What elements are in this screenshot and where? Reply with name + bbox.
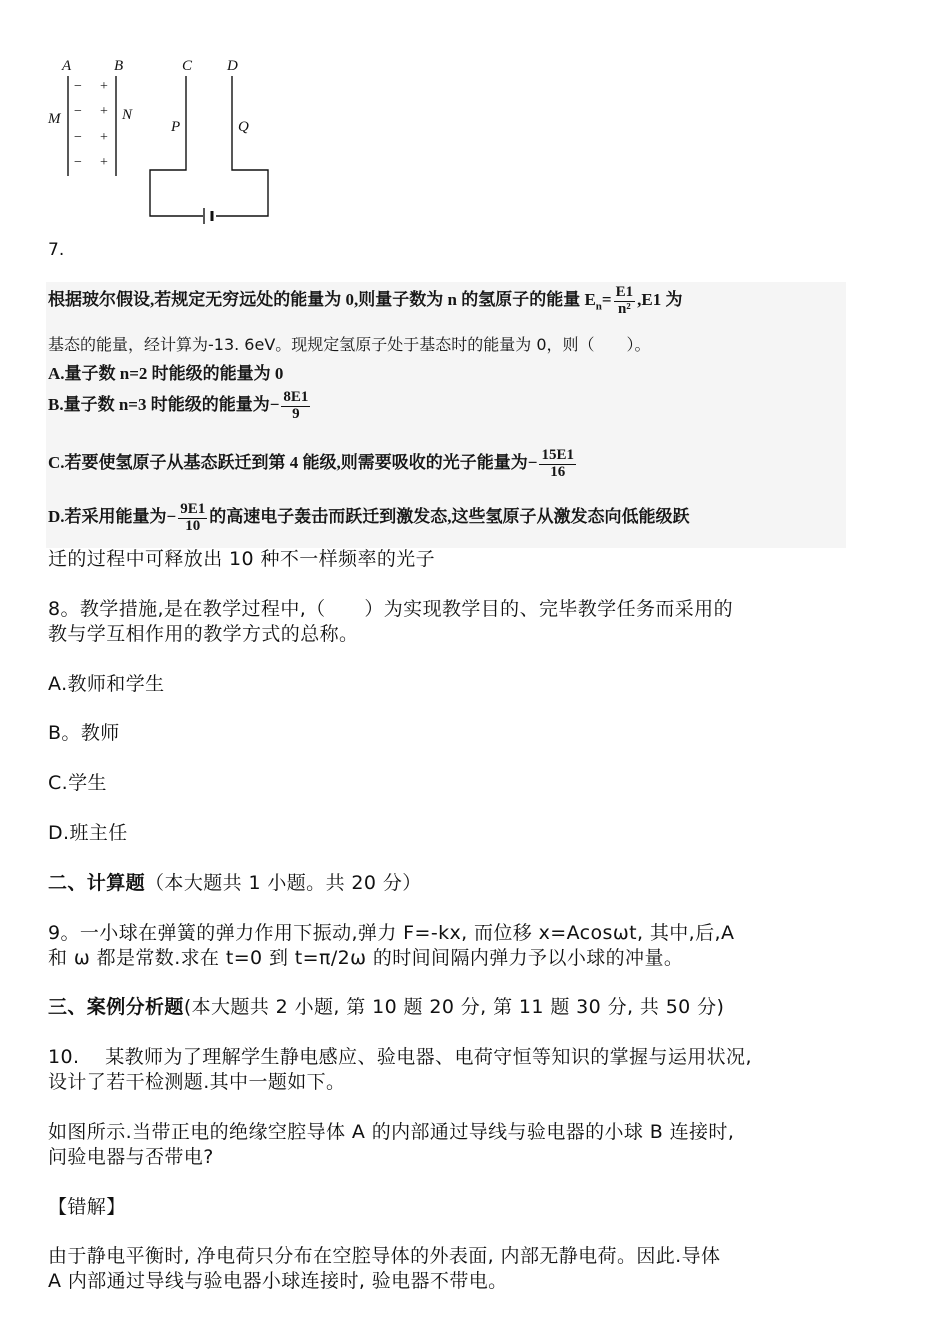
label-D: D bbox=[227, 58, 238, 74]
q7-energy-fraction bbox=[614, 285, 636, 318]
section-2-note: （本大题共 1 小题。共 20 分） bbox=[145, 872, 422, 894]
fraction-numerator: 15E1 bbox=[541, 447, 574, 463]
q7-option-d-fraction bbox=[178, 502, 207, 535]
section-3-title: 三、案例分析题 bbox=[48, 996, 184, 1018]
q7-subscript: n bbox=[595, 300, 602, 313]
q10-stem-line1: 10. 某教师为了理解学生静电感应、验电器、电荷守恒等知识的掌握与运用状况, bbox=[48, 1046, 752, 1068]
section-2-title: 二、计算题 bbox=[48, 872, 146, 894]
fraction-numerator: 9E1 bbox=[180, 501, 206, 517]
fraction-numerator: E1 bbox=[615, 284, 634, 300]
q7-option-d bbox=[48, 502, 689, 535]
q7-stem-line1 bbox=[48, 285, 682, 318]
q7-option-b-text: B.量子数 n=3 时能级的能量为− bbox=[48, 395, 280, 415]
q8-option-d: D.班主任 bbox=[48, 822, 128, 844]
q7-option-d-text: D.若采用能量为− bbox=[48, 507, 177, 527]
q8-stem-line1: 8。教学措施,是在教学过程中,（ ）为实现教学目的、完毕教学任务而采用的 bbox=[48, 598, 733, 620]
q7-option-c-fraction bbox=[539, 448, 576, 481]
wrong-solution-title: 【错解】 bbox=[48, 1196, 126, 1218]
plus-sign: + bbox=[100, 79, 108, 94]
label-A: A bbox=[62, 58, 72, 74]
wrong-solution-line2: A 内部通过导线与验电器小球连接时, 验电器不带电。 bbox=[48, 1270, 508, 1292]
q9-stem-line2: 和 ω 都是常数.求在 t=0 到 t=π/2ω 的时间间隔内弹力予以小球的冲量。 bbox=[48, 947, 684, 969]
wire-right bbox=[216, 76, 268, 216]
wire-left bbox=[150, 76, 203, 216]
label-M: M bbox=[48, 111, 61, 127]
q10-stem-line2: 设计了若干检测题.其中一题如下。 bbox=[48, 1071, 346, 1093]
fraction-numerator: 8E1 bbox=[283, 389, 309, 405]
q7-option-d-continuation: 迁的过程中可释放出 10 种不一样频率的光子 bbox=[48, 548, 436, 570]
label-B: B bbox=[114, 58, 124, 74]
q7-option-d-tail: 的高速电子轰击而跃迁到激发态,这些氢原子从激发态向低能级跃 bbox=[209, 507, 690, 527]
label-P: P bbox=[171, 119, 181, 135]
section-2-heading bbox=[48, 871, 422, 896]
label-N: N bbox=[122, 107, 133, 123]
q7-option-a: A.量子数 n=2 时能级的能量为 0 bbox=[48, 364, 284, 383]
fraction-denominator: n² bbox=[617, 300, 631, 317]
question-7-scan bbox=[46, 282, 846, 548]
q7-equals: = bbox=[601, 290, 612, 310]
q7-stem-line2: 基态的能量，经计算为-13. 6eV。现规定氢原子处于基态时的能量为 0，则（ ）。 bbox=[48, 335, 651, 354]
q10-stem-line4: 问验电器与否带电? bbox=[48, 1146, 214, 1168]
q8-option-a: A.教师和学生 bbox=[48, 673, 165, 695]
q7-option-c bbox=[48, 448, 578, 481]
q7-option-b bbox=[48, 390, 312, 423]
plus-sign: + bbox=[100, 130, 108, 145]
fraction-denominator: 9 bbox=[292, 405, 300, 422]
minus-sign: − bbox=[74, 130, 82, 145]
q7-option-c-text: C.若要使氢原子从基态跃迁到第 4 能级,则需要吸收的光子能量为− bbox=[48, 453, 538, 473]
fraction-denominator: 16 bbox=[550, 463, 566, 480]
q8-stem-line2: 教与学互相作用的教学方式的总称。 bbox=[48, 623, 359, 645]
label-C: C bbox=[182, 58, 193, 74]
question-7-number: 7. bbox=[48, 240, 65, 260]
section-3-note: (本大题共 2 小题, 第 10 题 20 分, 第 11 题 30 分, 共 50 分) bbox=[183, 996, 725, 1018]
q7-stem-text: 根据玻尔假设,若规定无穷远处的能量为 0,则量子数为 n 的氢原子的能量 E bbox=[48, 290, 596, 310]
wrong-solution-line1: 由于静电平衡时, 净电荷只分布在空腔导体的外表面, 内部无静电荷。因此.导体 bbox=[48, 1245, 721, 1267]
minus-sign: − bbox=[74, 79, 82, 94]
minus-sign: − bbox=[74, 104, 82, 119]
plus-sign: + bbox=[100, 155, 108, 170]
q9-stem-line1: 9。一小球在弹簧的弹力作用下振动,弹力 F=-kx, 而位移 x=Acosωt, 其中,后,A bbox=[48, 922, 735, 944]
fraction-denominator: 10 bbox=[185, 517, 201, 534]
q8-option-c: C.学生 bbox=[48, 772, 107, 794]
section-3-heading bbox=[48, 995, 724, 1020]
q7-option-b-fraction bbox=[281, 390, 310, 423]
plus-sign: + bbox=[100, 104, 108, 119]
label-Q: Q bbox=[238, 119, 249, 135]
q10-stem-line3: 如图所示.当带正电的绝缘空腔导体 A 的内部通过导线与验电器的小球 B 连接时, bbox=[48, 1121, 735, 1143]
minus-sign: − bbox=[74, 155, 82, 170]
q7-stem-tail: ,E1 为 bbox=[637, 290, 683, 310]
circuit-figure bbox=[46, 52, 276, 227]
q8-option-b: B。教师 bbox=[48, 722, 120, 744]
